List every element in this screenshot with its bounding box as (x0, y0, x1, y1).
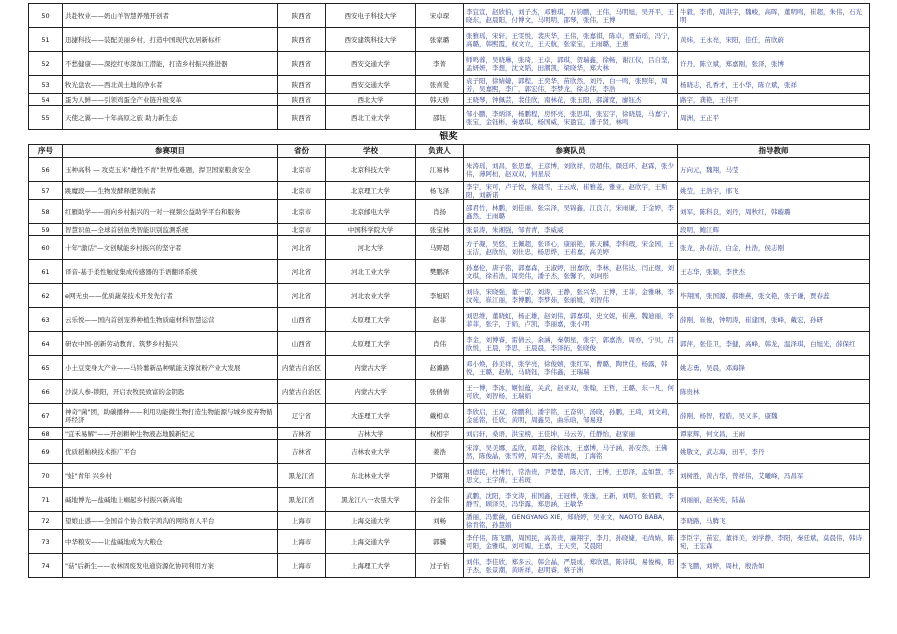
cell-no: 62 (29, 284, 63, 308)
cell-project: 智慧识鱼—全球首创鱼类智能识别监测系统 (63, 224, 278, 236)
silver-table (28, 144, 870, 578)
cell-school: 太原理工大学 (326, 308, 416, 332)
header-no: 序号 (29, 145, 63, 158)
cell-teacher: 段明，鲍江辉 (678, 224, 870, 236)
cell-project: 不愁健康——深挖红枣深加工潜能，打造乡村振兴推进器 (63, 52, 278, 76)
cell-school: 西安电子科技大学 (326, 4, 416, 28)
header-teacher: 指导教师 (678, 145, 870, 158)
cell-teacher: 路宇，龚艳，王伟平 (678, 94, 870, 106)
cell-project: 望娘止惑——全国首个协合数字鸿沟的网络育人平台 (63, 512, 278, 530)
cell-no: 61 (29, 260, 63, 284)
cell-no: 53 (29, 76, 63, 94)
cell-project: e网无虫——优质蔬菜技术开发先行者 (63, 284, 278, 308)
cell-project: 天使之翼——十年高原之旅 助力新生态 (63, 106, 278, 130)
cell-no: 74 (29, 554, 63, 578)
cell-no: 72 (29, 512, 63, 530)
cell-teacher: 姚莹，王浩宇，邢飞 (678, 182, 870, 200)
table-row (29, 200, 870, 224)
cell-teacher: 刘军，陈科良，刘丹，周秋红，韩璇璐 (678, 200, 870, 224)
table-row (29, 284, 870, 308)
cell-team: 方子凝，吴悠，王佩超，张译心，康丽艳，陈天麟，李科瑕，宋金园，王玉洁，赵欣怡，刘仕忠，杨思烨，王若嘉，高美婷 (464, 236, 678, 260)
cell-school: 中国科学院大学 (326, 224, 416, 236)
cell-school: 上海交通大学 (326, 512, 416, 530)
cell-teacher: 毕翔国，张国源，郝维燕，张文艳，张子谦，贾春蕊 (678, 284, 870, 308)
cell-province: 北京市 (278, 158, 326, 182)
cell-project: 蛋为人鲜——引领鸡蛋全产业链升级变革 (63, 94, 278, 106)
cell-leader: 李菁 (416, 52, 464, 76)
cell-no: 71 (29, 488, 63, 512)
cell-province: 陕西省 (278, 106, 326, 130)
cell-no: 73 (29, 530, 63, 554)
cell-province: 北京市 (278, 200, 326, 224)
cell-province: 河北省 (278, 284, 326, 308)
cell-team: 刘德民，杜博竹，常浩贵，尹楚楚，陈天宵，王博，王思泽，孟如慧，李思文，王宇倩，王若斑 (464, 464, 678, 488)
cell-no: 66 (29, 380, 63, 404)
cell-school: 西安建筑科技大学 (326, 28, 416, 52)
table-row (29, 28, 870, 52)
table-row (29, 4, 870, 28)
header-province: 省份 (278, 145, 326, 158)
cell-teacher: 刘丽丽，赵英宪，陆晶 (678, 488, 870, 512)
table-row (29, 158, 870, 182)
cell-project: 迅捷科技——装配美丽乡村，打造中国现代农居新标杆 (63, 28, 278, 52)
table-row (29, 356, 870, 380)
cell-teacher: 万向元，魏翔，马莹 (678, 158, 870, 182)
table-row (29, 530, 870, 554)
cell-team: 李仔伟，陈飞鹏，周国民，高善贵，廉翔宇，李月，孙晓婕，毛尚婧，陈可阳，金雅琪，刘可媚，王嘉，王天奕，艾晨阳 (464, 530, 678, 554)
cell-team: 李宇，宋可，卢子悦，蔡晨雪，王云成，崔雅菱，雅亚，赵欣宇，王斯阳，刘新诺 (464, 182, 678, 200)
cell-project: 研农中国-创新劳动教育、筑梦乡村振兴 (63, 332, 278, 356)
cell-teacher: 郭萍，张佳卫，李健，高峰，韩龙，温泽琪，白旭光，薛保红 (678, 332, 870, 356)
cell-teacher: 黄炜，王永亮，宋阳，佳任，苗欣蔚 (678, 28, 870, 52)
cell-leader: 张倩倩 (416, 380, 464, 404)
cell-school: 河北工业大学 (326, 260, 416, 284)
cell-team: 武鹏，沈阳，李文涛，崔国鑫，王冠桦，张逸，王新，刘明，张佰毅，李静雪，顾泽昊，冯华露，郑思涵，王敏华 (464, 488, 678, 512)
cell-leader: 赵菲 (416, 308, 464, 332)
cell-team: 刘思维，董晓虹，杨正雄，赵刘伟，郭嘉琪，史文妮，崔燕，魏迪丽，李菲菲，张宇，于娟，卢凯，李丽嘉，张小明 (464, 308, 678, 332)
award-sheet (28, 3, 869, 578)
cell-teacher: 刘树胜，黄占华，曾祥伟，艾曦峰，冯昌军 (678, 464, 870, 488)
cell-team: 王晓琴，钟佩芸，裴佳欣，南林花，张玉阳，郝潇宽，廖钰杰 (464, 94, 678, 106)
cell-province: 河北省 (278, 236, 326, 260)
cell-school: 黑龙江八一农垦大学 (326, 488, 416, 512)
cell-leader: 赵濉路 (416, 356, 464, 380)
cell-leader: 韩天娇 (416, 94, 464, 106)
cell-no: 64 (29, 332, 63, 356)
table-row (29, 464, 870, 488)
cell-no: 56 (29, 158, 63, 182)
cell-province: 北京市 (278, 224, 326, 236)
cell-school: 内蒙古大学 (326, 356, 416, 380)
cell-team: 刘伟，李佳欣，郑多云，韩会晶，严晨成，郑欣恩，陈诗琪，易俊梅，阳子杰，张景潮，黄昕祥，赵明睿，蔡子洲 (464, 554, 678, 578)
cell-project: 牧光盘农——西北黄土地的净水者 (63, 76, 278, 94)
table-row (29, 224, 870, 236)
cell-team: 宋淳，吴美娜，孟欣，邓超，徐依冰，王嘉博，马子涵，孙安然，王佛然，陈俊晶，张雪婷，周宇杰，姜靖奥，丁海铭 (464, 440, 678, 464)
header-row (29, 145, 870, 158)
table-row (29, 488, 870, 512)
cell-school: 西安交通大学 (326, 76, 416, 94)
cell-project: 跳魔段——生物发酵释肥领航者 (63, 182, 278, 200)
cell-leader: 马野超 (416, 236, 464, 260)
cell-project: 共赴牧业——奶山羊智慧养殖开创者 (63, 4, 278, 28)
cell-teacher: 张龙，孙春洁，白金，杜浩，侯志刚 (678, 236, 870, 260)
cell-province: 内蒙古自治区 (278, 380, 326, 404)
cell-project: 碱地博光—盐碱地上崛起乡村振兴新高地 (63, 488, 278, 512)
cell-school: 上海交通大学 (326, 530, 416, 554)
cell-no: 67 (29, 404, 63, 428)
cell-teacher: 薛刚，崔俊，钟明涛，崔建国，张峰，戴宏，孙研 (678, 308, 870, 332)
cell-province: 陕西省 (278, 52, 326, 76)
cell-leader: 谷金伟 (416, 488, 464, 512)
cell-project: 小土豆变身大产业——马铃薯新品种赋能支撑贫粉产业大发展 (63, 356, 278, 380)
cell-no: 68 (29, 428, 63, 440)
cell-leader: 尹熠翔 (416, 464, 464, 488)
table-row (29, 106, 870, 130)
cell-project: 沙漠人参-锁阳，开启农牧民致富的金钥匙 (63, 380, 278, 404)
cell-teacher: 牛毅，李甫，周洪宇，魏峻，高晖，董明鸣，崔超，朱伟，石光明 (678, 4, 870, 28)
cell-team: 邹小鹏，李炳泽，杨鹏程，房怀亮，张思琪，张宏宇，徐晓晨，马嘉宁，张宝，金钰彬，秦嘉琪，杨国威，宋盈宜，潘子贤，林鸣 (464, 106, 678, 130)
cell-leader: 宋卓琛 (416, 4, 464, 28)
cell-province: 吉林省 (278, 440, 326, 464)
cell-no: 57 (29, 182, 63, 200)
cell-leader: 张家璐 (416, 28, 464, 52)
table-row (29, 236, 870, 260)
cell-school: 北京理工大学 (326, 182, 416, 200)
cell-school: 西安交通大学 (326, 52, 416, 76)
cell-school: 吉林大学 (326, 428, 416, 440)
cell-teacher: 周洲，王正平 (678, 106, 870, 130)
top-table (28, 3, 870, 130)
cell-no: 58 (29, 200, 63, 224)
cell-teacher: 李飞鹏，刘婷，周杜，殷浩如 (678, 554, 870, 578)
cell-team: 李欣启，王双，徐鹏利，潘宇铭，王奋卯，汤晓，孙鹏，王琦，刘文莉，金延铭，任欣，黄明，周鑫昊，曲乐晗，邹易迎 (464, 404, 678, 428)
cell-leader: 邵钰 (416, 106, 464, 130)
cell-province: 河北省 (278, 260, 326, 284)
header-team: 参赛队员 (464, 145, 678, 158)
cell-province: 陕西省 (278, 28, 326, 52)
cell-project: "宜禾易解"——开创耕种生物液态地膜新纪元 (63, 428, 278, 440)
cell-no: 54 (29, 94, 63, 106)
cell-teacher: 许丹，陈立斌，郑嘉刚，张泽，张博 (678, 52, 870, 76)
cell-no: 52 (29, 52, 63, 76)
cell-school: 河北大学 (326, 236, 416, 260)
cell-school: 大连理工大学 (326, 404, 416, 428)
cell-province: 北京市 (278, 182, 326, 200)
cell-leader: 杨飞泽 (416, 182, 464, 200)
cell-school: 北京科技大学 (326, 158, 416, 182)
table-row (29, 52, 870, 76)
cell-leader: 刘畅 (416, 512, 464, 530)
cell-province: 吉林省 (278, 428, 326, 440)
cell-leader: 江易林 (416, 158, 464, 182)
cell-province: 上海市 (278, 512, 326, 530)
cell-school: 北京邮电大学 (326, 200, 416, 224)
cell-province: 黑龙江省 (278, 464, 326, 488)
table-row (29, 308, 870, 332)
cell-team: 孙嘉伦，唐子铭，郭嘉森，王淑婷，田嘉欣，李林，赵伟达，闫正煜，刘文琪，徐若浩，周奕伟，潘子杰，张馨予，刘珂彤 (464, 260, 678, 284)
cell-leader: 樊鹏泽 (416, 260, 464, 284)
cell-team: 李宜宣，赵欣伯，刘子杰，邓雅琪，万钧鹏，王伟，马明旭，吴开平，王晓东，赵晨阳，付博文，马明明，邵琴，张伟，王博 (464, 4, 678, 28)
cell-leader: 肖扬 (416, 200, 464, 224)
cell-team: 张景涛，朱湘强，邹青青，李威威 (464, 224, 678, 236)
cell-province: 陕西省 (278, 76, 326, 94)
cell-team: 王一博，李冰，姬恒蕴，关武，赵亚双，张翰，王哲，王璐，东一凡，何可欣，刘智杨，王瑞娟 (464, 380, 678, 404)
cell-leader: 戴相卓 (416, 404, 464, 428)
cell-team: 刘诗，宋晓强，董一诺，刘涛，王静，张兴华，王博，王菲，金雅琳，李汶苑，崔江丽，李博鹏，李梦茹，张丽媛，刘智伟 (464, 284, 678, 308)
cell-team: 邵君竹，林鹏，刘佳丽，张宗泽，吴锦鑫，江良言，宋雨谦，于金婷，李鑫然，王雨璐 (464, 200, 678, 224)
cell-team: 朱涛瑶，刘昌，张思嘉，王彦博，刘欣祥，房超伟，颜廷环，赵霖，张少伟，薄阿桓，赵双双，何星辰 (464, 158, 678, 182)
cell-no: 60 (29, 236, 63, 260)
cell-no: 70 (29, 464, 63, 488)
cell-province: 辽宁省 (278, 404, 326, 428)
cell-province: 上海市 (278, 530, 326, 554)
cell-school: 西北大学 (326, 94, 416, 106)
cell-teacher: 王志华，张颖，李世杰 (678, 260, 870, 284)
cell-province: 山西省 (278, 332, 326, 356)
cell-project: 优质稻籼秧技术推广平台 (63, 440, 278, 464)
cell-school: 东北林业大学 (326, 464, 416, 488)
cell-project: 玉种高科 — 攻克玉米"雄性不育"世界性难题，捍卫国家粮食安全 (63, 158, 278, 182)
table-row (29, 554, 870, 578)
cell-team: 潘丽，冯紫薇，GENGYANG XIE，郑晓婷，吴业文，NAOTO BABA，徐肯铭，孙慧娟 (464, 512, 678, 530)
cell-province: 上海市 (278, 554, 326, 578)
cell-project: 云乐悦——国内首创宠养种植生物质磁材科智慧运营 (63, 308, 278, 332)
cell-province: 陕西省 (278, 94, 326, 106)
cell-province: 黑龙江省 (278, 488, 326, 512)
cell-leader: 郭骥 (416, 530, 464, 554)
cell-team: 邓小焕，孙美祥，张学亮，徐俊嬉，张红军，曹璐，陶世佳，杨露，韩悦，王璐，赵航，马晓钰，李伟鑫，王瑞瑞 (464, 356, 678, 380)
cell-no: 59 (29, 224, 63, 236)
cell-school: 上海理工大学 (326, 554, 416, 578)
cell-leader: 过子怡 (416, 554, 464, 578)
cell-school: 河北农业大学 (326, 284, 416, 308)
cell-teacher: 杨晓志，孔香才，王小华，陈立斌，张祥 (678, 76, 870, 94)
cell-project: 红雁助学——面向乡村振兴的一对一视频公益助学平台和服务 (63, 200, 278, 224)
cell-no: 51 (29, 28, 63, 52)
cell-team: 袁子阳，徐婧婕，郭程，王奕华，苗欣然，刘丹，白一鸣，张照年，周芳，吴嘉熙，李广，郭宏伟，李梦龙，徐志伟，李浩 (464, 76, 678, 94)
cell-teacher: 陈贵林 (678, 380, 870, 404)
cell-project: 译音-基于柔性触觉集成传感器的手语翻译系统 (63, 260, 278, 284)
table-row (29, 440, 870, 464)
cell-no: 55 (29, 106, 63, 130)
cell-project: 神奇"菌"团，助碳播种——利用功能微生物打造生物能源与城乡废弃物循环经济 (63, 404, 278, 428)
cell-school: 西北工业大学 (326, 106, 416, 130)
cell-leader: 张宝林 (416, 224, 464, 236)
cell-project: "菇"后新生——农林固废发电通资源化协同利用方案 (63, 554, 278, 578)
cell-team: 刘启轩，桑语，洪宝榜，王佳坤，马云芳，任静怡，赵家丽 (464, 428, 678, 440)
header-school: 学校 (326, 145, 416, 158)
cell-team: 师鸣蓉，吴晓琳，张琦，王卓，郭琪，贺瑞鑫，徐畅，谢江仪，吕自坚，孟妍妍，李想，沈文韬，田潮凯，梁晓华，郑大林 (464, 52, 678, 76)
table-row (29, 404, 870, 428)
cell-no: 65 (29, 356, 63, 380)
cell-school: 吉林农业大学 (326, 440, 416, 464)
cell-project: "蛙"青年 兴乡村 (63, 464, 278, 488)
cell-teacher: 姚志勇，吴晨，邓海锋 (678, 356, 870, 380)
cell-teacher: 李臣宇，苗宏，董祥美，刘学静，李阳，秦廷斌，莫晨伟，韩诗宛，王宏森 (678, 530, 870, 554)
cell-leader: 张喜爱 (416, 76, 464, 94)
cell-leader: 肖伟 (416, 332, 464, 356)
cell-project: 十年"激话"—文创赋能乡村振兴的坚守者 (63, 236, 278, 260)
cell-leader: 权相宇 (416, 428, 464, 440)
cell-teacher: 李晓路，马腾飞 (678, 512, 870, 530)
cell-no: 63 (29, 308, 63, 332)
table-row (29, 76, 870, 94)
header-project: 参赛项目 (63, 145, 278, 158)
cell-teacher: 薛刚，杨智，程皓，吴又多，康魏 (678, 404, 870, 428)
table-row (29, 260, 870, 284)
cell-no: 69 (29, 440, 63, 464)
cell-project: 中华粮安——让盐碱地成为大粮仓 (63, 530, 278, 554)
cell-province: 陕西省 (278, 4, 326, 28)
cell-team: 张雅瑶，宋轩，王雯悦，裴庆华，王伟，张嘉祺，陈卓，贾茹瑶，冯宁，高璐，韩熙霞，权文立，王天航，张家宝，王雨璐，王惠 (464, 28, 678, 52)
section-title-silver: 银奖 (439, 132, 458, 142)
cell-teacher: 谭家辉，何文昌，王雨 (678, 428, 870, 440)
cell-school: 内蒙古大学 (326, 380, 416, 404)
table-row (29, 512, 870, 530)
table-row (29, 94, 870, 106)
table-row (29, 182, 870, 200)
table-row (29, 380, 870, 404)
cell-school: 太原理工大学 (326, 332, 416, 356)
cell-province: 内蒙古自治区 (278, 356, 326, 380)
header-leader: 负责人 (416, 145, 464, 158)
cell-leader: 姜浩 (416, 440, 464, 464)
cell-no: 50 (29, 4, 63, 28)
cell-province: 山西省 (278, 308, 326, 332)
table-row (29, 428, 870, 440)
cell-teacher: 姚敬文，武志海，田平，李丹 (678, 440, 870, 464)
cell-team: 李金，刘博睿，雷倩云，余涵，秦朝星，张宇，郭嘉浩，周亦，宁贝，吕欣悦，王晨，李思，王晨晨，李泽拓，张晓俊 (464, 332, 678, 356)
table-row (29, 332, 870, 356)
cell-leader: 李旭昭 (416, 284, 464, 308)
